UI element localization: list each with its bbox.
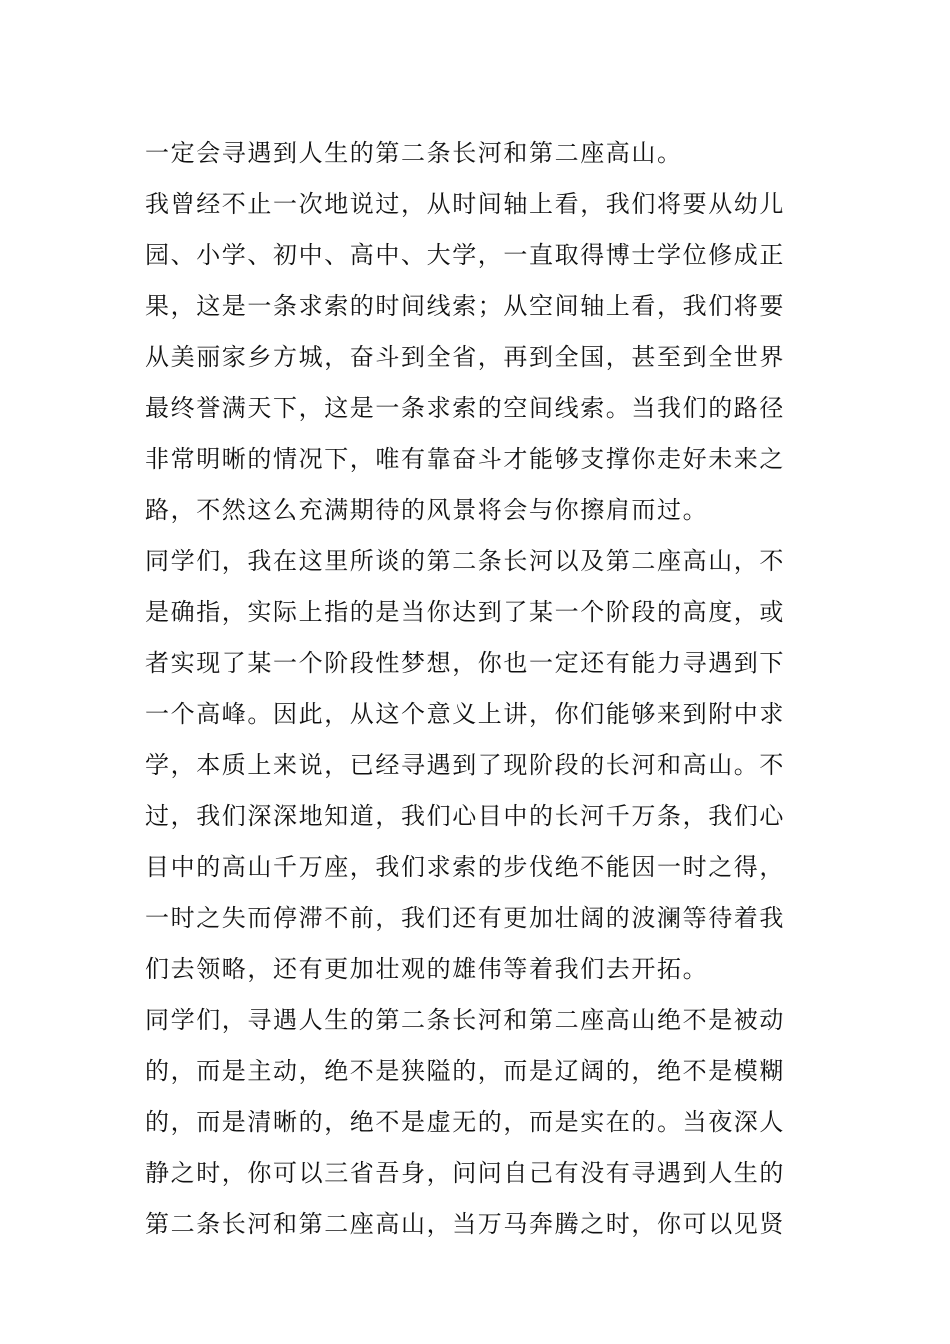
- text-line: 园、小学、初中、高中、大学，一直取得博士学位修成正: [145, 241, 785, 269]
- text-line: 从美丽家乡方城，奋斗到全省，再到全国，甚至到全世界: [145, 343, 785, 371]
- text-line: 我曾经不止一次地说过，从时间轴上看，我们将要从幼儿: [145, 190, 785, 218]
- text-line: 最终誉满天下，这是一条求索的空间线索。当我们的路径: [145, 394, 785, 422]
- text-line: 一个高峰。因此，从这个意义上讲，你们能够来到附中求: [145, 700, 785, 728]
- text-line: 者实现了某一个阶段性梦想，你也一定还有能力寻遇到下: [145, 649, 785, 677]
- text-line: 静之时，你可以三省吾身，问问自己有没有寻遇到人生的: [145, 1159, 785, 1187]
- text-line: 同学们，我在这里所谈的第二条长河以及第二座高山，不: [145, 547, 785, 575]
- text-line: 第二条长河和第二座高山，当万马奔腾之时，你可以见贤: [145, 1210, 785, 1238]
- body-text: [145, 128, 810, 1250]
- text-line: 们去领略，还有更加壮观的雄伟等着我们去开拓。: [145, 955, 709, 983]
- text-line: 非常明晰的情况下，唯有靠奋斗才能够支撑你走好未来之: [145, 445, 785, 473]
- text-line: 目中的高山千万座，我们求索的步伐绝不能因一时之得，: [145, 853, 785, 881]
- text-line: 的，而是主动，绝不是狭隘的，而是辽阔的，绝不是模糊: [145, 1057, 785, 1085]
- text-line: 一时之失而停滞不前，我们还有更加壮阔的波澜等待着我: [145, 904, 785, 932]
- text-line: 过，我们深深地知道，我们心目中的长河千万条，我们心: [145, 802, 785, 830]
- text-line: 果，这是一条求索的时间线索；从空间轴上看，我们将要: [145, 292, 785, 320]
- text-line: 学，本质上来说，已经寻遇到了现阶段的长河和高山。不: [145, 751, 785, 779]
- text-line: 的，而是清晰的，绝不是虚无的，而是实在的。当夜深人: [145, 1108, 785, 1136]
- text-line: 一定会寻遇到人生的第二条长河和第二座高山。: [145, 139, 683, 167]
- text-line: 同学们，寻遇人生的第二条长河和第二座高山绝不是被动: [145, 1006, 785, 1034]
- text-line: 路，不然这么充满期待的风景将会与你擦肩而过。: [145, 496, 709, 524]
- text-line: 是确指，实际上指的是当你达到了某一个阶段的高度，或: [145, 598, 785, 626]
